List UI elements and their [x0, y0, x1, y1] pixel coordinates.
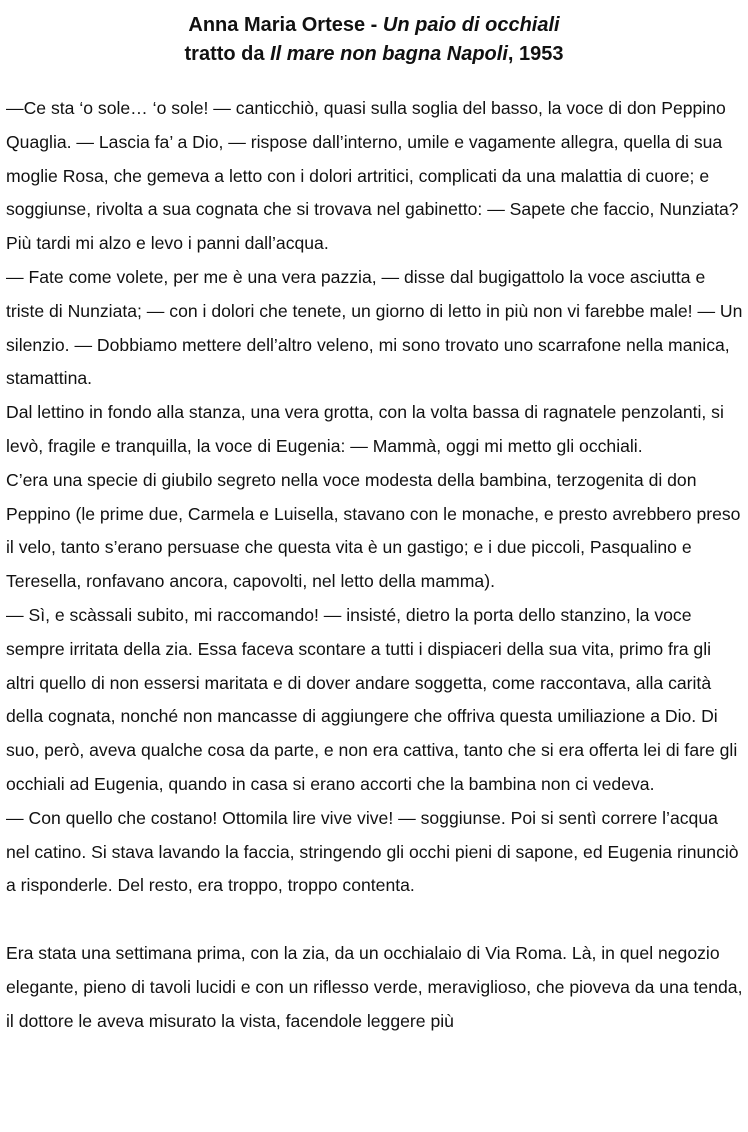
paragraph-spacer [6, 903, 744, 937]
document-header [0, 11, 748, 69]
paragraph: — Con quello che costano! Ottomila lire vive vive! — soggiunse. Poi si sentì correre l’acqua nel catino. Si stava lavando la faccia, stringendo gli occhi pieni di sapone, ed Eugenia rinunciò a risponderle. Del resto, era troppo, troppo contenta. [6, 807, 739, 896]
paragraph: Dal lettino in fondo alla stanza, una vera grotta, con la volta bassa di ragnatele penzolanti, si levò, fragile e tranquilla, la voce di Eugenia: — Mammà, oggi mi metto gli occhiali. [6, 402, 724, 456]
paragraph: —Ce sta ‘o sole… ‘o sole! — canticchiò, quasi sulla soglia del basso, la voce di don Peppino Quaglia. — Lascia fa’ a Dio, — rispose dall’interno, umile e vagamente allegra, quella di sua moglie Rosa, che gemeva a letto con i dolori artritici, complicati da una malattia di cuore; e soggiunse, rivolta a sua cognata che si trovava nel gabinetto: — Sapete che faccio, Nunziata? Più tardi mi alzo e levo i panni dall’acqua. [6, 98, 739, 254]
publication-year: , 1953 [507, 43, 564, 65]
paragraph: Era stata una settimana prima, con la zia, da un occhialaio di Via Roma. Là, in quel negozio elegante, pieno di tavoli lucidi e con un riflesso verde, meraviglioso, che pioveva da una tenda, il dottore le aveva misurato la vista, facendole leggere più [6, 942, 743, 1031]
paragraph: — Sì, e scàssali subito, mi raccomando! — insisté, dietro la porta dello stanzino, la voce sempre irritata della zia. Essa faceva scontare a tutti i dispiaceri della sua vita, primo fra gli altri quello di non essersi maritata e di dover andare soggetta, come raccontava, alla carità della cognata, nonché non mancasse di aggiungere che offriva questa umiliazione a Dio. Di suo, però, aveva qualche cosa da parte, e non era cattiva, tanto che si era offerta lei di fare gli occhiali ad Eugenia, quando in casa si erano accorti che la bambina non ci vedeva. [6, 604, 738, 794]
paragraph: — Fate come volete, per me è una vera pazzia, — disse dal bugigattolo la voce asciutta e triste di Nunziata; — con i dolori che tenete, un giorno di letto in più non vi farebbe male! — Un silenzio. — Dobbiamo mettere dell’altro veleno, mi sono trovato uno scarrafone nella manica, stamattina. [6, 266, 743, 389]
story-text [6, 92, 744, 1038]
header-line-2 [0, 40, 748, 69]
paragraph: C’era una specie di giubilo segreto nella voce modesta della bambina, terzogenita di don Peppino (le prime due, Carmela e Luisella, stavano con le monache, e presto avrebbero preso il velo, tanto s’erano persuase che questa vita è un gastigo; e i due piccoli, Pasqualino e Teresella, ronfavano ancora, capovolti, nel letto della mamma). [6, 469, 741, 592]
header-line-1 [0, 11, 748, 40]
book-title: Il mare non bagna Napoli [270, 43, 508, 65]
author-name: Anna Maria Ortese - [188, 14, 383, 36]
source-prefix: tratto da [184, 43, 271, 65]
story-title: Un paio di occhiali [382, 14, 560, 36]
